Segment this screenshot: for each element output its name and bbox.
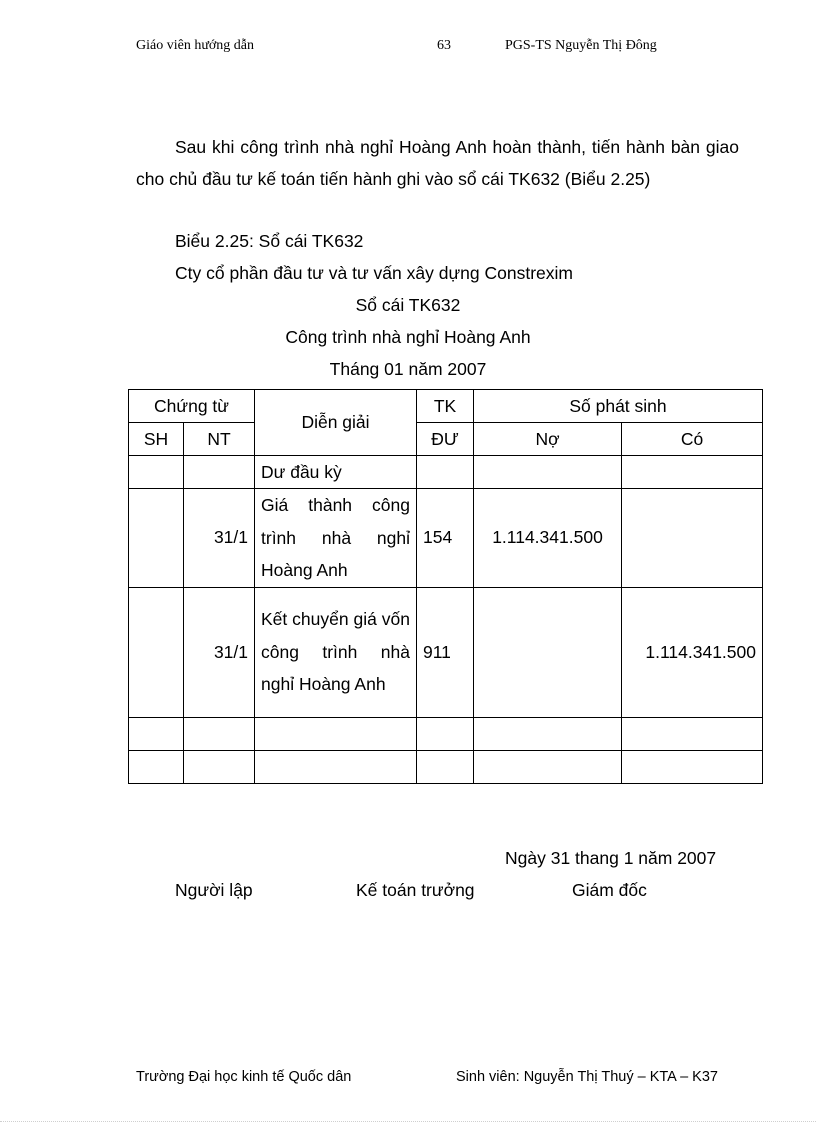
- signature-preparer: Người lập: [175, 880, 253, 900]
- cell-debit: [474, 750, 622, 783]
- table-row: [129, 456, 763, 489]
- cell-account: 911: [417, 587, 474, 717]
- header-arising: Số phát sinh: [474, 390, 763, 423]
- cell-account: [417, 750, 474, 783]
- cell-credit: [622, 489, 763, 588]
- header-voucher: Chứng từ: [129, 390, 255, 423]
- cell-description: [255, 717, 417, 750]
- header-credit: Có: [622, 423, 763, 456]
- cell-nt: [184, 456, 255, 489]
- table-row: [129, 717, 763, 750]
- cell-debit: [474, 456, 622, 489]
- intro-paragraph: [136, 131, 739, 195]
- cell-description: Giá thành công trình nhà nghỉ Hoàng Anh: [255, 489, 417, 588]
- cell-nt: 31/1: [184, 489, 255, 588]
- cell-credit: [622, 717, 763, 750]
- cell-sh: [129, 489, 184, 588]
- ledger-title: Sổ cái TK632: [355, 295, 461, 315]
- table-row: [129, 587, 763, 717]
- header-sh: SH: [129, 423, 184, 456]
- page-number: 63: [437, 38, 451, 53]
- table-header-row: [129, 390, 763, 423]
- footer-university: Trường Đại học kinh tế Quốc dân: [136, 1069, 352, 1085]
- header-debit: Nợ: [474, 423, 622, 456]
- cell-credit: 1.114.341.500: [622, 587, 763, 717]
- header-description: Diễn giải: [255, 390, 417, 456]
- period-label: Tháng 01 năm 2007: [329, 359, 487, 379]
- cell-credit: [622, 750, 763, 783]
- ledger-table: [128, 389, 763, 784]
- page-header: [0, 38, 816, 60]
- cell-debit: [474, 717, 622, 750]
- date-line: Ngày 31 thang 1 năm 2007: [505, 848, 717, 868]
- cell-account: [417, 456, 474, 489]
- signature-chief-accountant: Kế toán trưởng: [356, 880, 475, 900]
- header-supervisor-name: PGS-TS Nguyễn Thị Đông: [505, 38, 657, 53]
- cell-debit: 1.114.341.500: [474, 489, 622, 588]
- header-nt: NT: [184, 423, 255, 456]
- cell-debit: [474, 587, 622, 717]
- cell-description: Kết chuyển giá vốn công trình nhà nghỉ Hoàng Anh: [255, 587, 417, 717]
- cell-sh: [129, 750, 184, 783]
- page-divider: [0, 1121, 816, 1122]
- footer-student: Sinh viên: Nguyễn Thị Thuý – KTA – K37: [456, 1069, 718, 1085]
- company-name: Cty cổ phần đầu tư và tư vấn xây dựng Constrexim: [175, 263, 573, 283]
- project-name: Công trình nhà nghỉ Hoàng Anh: [285, 327, 531, 347]
- table-subheader-row: [129, 423, 763, 456]
- signature-director: Giám đốc: [572, 880, 647, 900]
- header-tk: TK: [417, 390, 474, 423]
- intro-paragraph-text: Sau khi công trình nhà nghỉ Hoàng Anh hoàn thành, tiến hành bàn giao cho chủ đầu tư kế toán tiến hành ghi vào sổ cái TK632 (Biểu 2.25): [136, 137, 739, 189]
- cell-nt: [184, 750, 255, 783]
- cell-nt: 31/1: [184, 587, 255, 717]
- table-row: [129, 489, 763, 588]
- cell-account: [417, 717, 474, 750]
- cell-sh: [129, 717, 184, 750]
- header-du: ĐƯ: [417, 423, 474, 456]
- cell-account: 154: [417, 489, 474, 588]
- table-caption: Biểu 2.25: Sổ cái TK632: [175, 231, 364, 251]
- header-supervisor-label: Giáo viên hướng dẫn: [136, 38, 255, 53]
- cell-description: [255, 750, 417, 783]
- cell-description: Dư đầu kỳ: [255, 456, 417, 489]
- cell-sh: [129, 587, 184, 717]
- cell-credit: [622, 456, 763, 489]
- cell-nt: [184, 717, 255, 750]
- table-row: [129, 750, 763, 783]
- cell-sh: [129, 456, 184, 489]
